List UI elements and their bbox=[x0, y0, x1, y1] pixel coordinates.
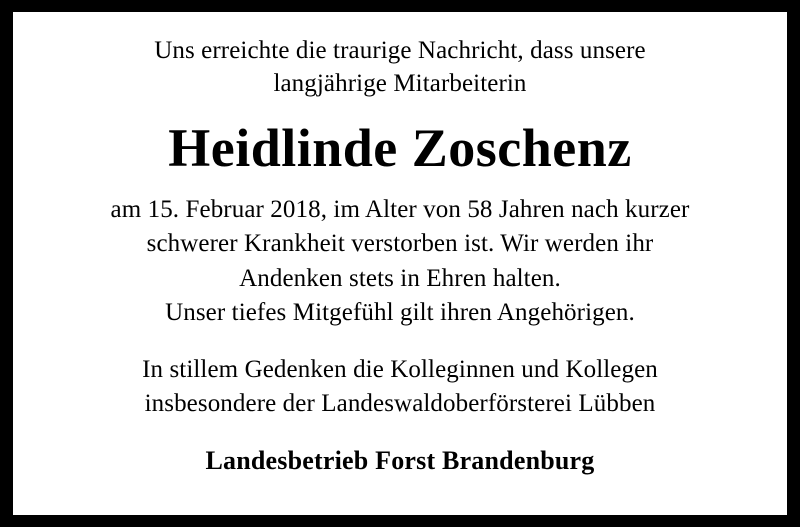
closing-line-2: insbesondere der Landeswaldoberförsterei Lübben bbox=[144, 390, 656, 418]
deceased-name: Heidlinde Zoschenz bbox=[168, 117, 632, 178]
detail-line-4: Unser tiefes Mitgefühl gilt ihren Angehörigen. bbox=[165, 299, 635, 327]
closing-text bbox=[142, 353, 658, 422]
detail-line-1: am 15. Februar 2018, im Alter von 58 Jahren nach kurzer bbox=[110, 195, 690, 223]
detail-text bbox=[111, 193, 690, 331]
detail-line-3: Andenken stets in Ehren halten. bbox=[239, 264, 561, 292]
intro-text bbox=[154, 34, 646, 101]
obituary-notice bbox=[13, 12, 787, 515]
detail-line-2: schwerer Krankheit verstorben ist. Wir werden ihr bbox=[146, 230, 654, 258]
organisation-name: Landesbetrieb Forst Brandenburg bbox=[205, 445, 595, 475]
intro-line-1: Uns erreichte die traurige Nachricht, dass unsere bbox=[154, 37, 646, 64]
closing-line-1: In stillem Gedenken die Kolleginnen und Kollegen bbox=[142, 355, 658, 383]
intro-line-2: langjährige Mitarbeiterin bbox=[273, 70, 527, 98]
